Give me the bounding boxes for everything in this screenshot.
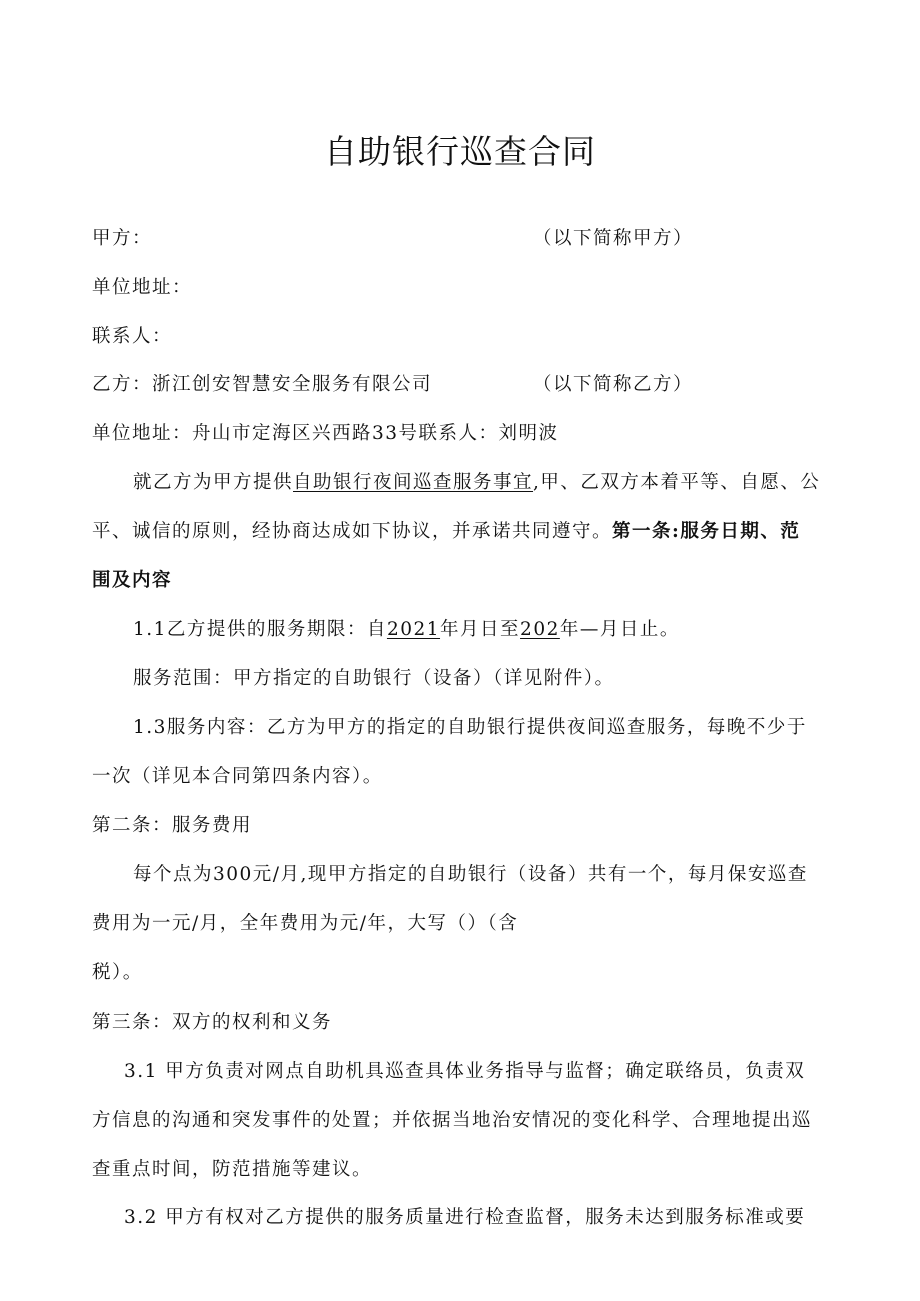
fee-line-3: 税）。 [92,962,143,983]
article-2-heading: 第二条：服务费用 [92,815,253,836]
document-title: 自助银行巡查合同 [324,132,596,171]
party-a-note: （以下简称甲方） [533,228,694,249]
article-1-heading-part1: 第一条:服务日期、范 [612,521,801,542]
clause-3-1-line-3: 查重点时间，防范措施等建议。 [92,1159,373,1180]
intro-line-1 [133,470,820,496]
clause-1-1-mid: 年月日至 [440,619,521,640]
party-a-contact: 联系人： [92,326,173,347]
party-b-label: 乙方：浙江创安智慧安全服务有限公司 [92,374,433,395]
service-matter: 自助银行夜间巡查服务事宜 [293,472,534,493]
clause-3-2-line-1: 3.2 甲方有权对乙方提供的服务质量进行检查监督，服务未达到服务标准或要 [124,1207,806,1228]
clause-3-1-line-2: 方信息的沟通和突发事件的处置；并依据当地治安情况的变化科学、合理地提出巡 [92,1110,813,1131]
article-1-heading-cont: 围及内容 [92,570,173,591]
intro-line-2-pre: 平、诚信的原则，经协商达成如下协议，并承诺共同遵守。 [92,521,613,542]
fee-line-1: 每个点为300元/月,现甲方指定的自助银行（设备）共有一个，每月保安巡查 [133,864,808,885]
intro-line-1-pre: 就乙方为甲方提供 [133,472,294,493]
clause-1-3-line-1: 1.3服务内容：乙方为甲方的指定的自助银行提供夜间巡查服务，每晚不少于 [133,717,807,738]
party-a-label: 甲方： [92,228,153,249]
clause-3-1-line-1: 3.1 甲方负责对网点自助机具巡查具体业务指导与监督；确定联络员，负责双 [124,1061,806,1082]
party-b-note: （以下简称乙方） [533,374,694,395]
party-b-address: 单位地址：舟山市定海区兴西路33号联系人：刘明波 [92,423,559,444]
fee-line-2: 费用为一元/月，全年费用为元/年，大写（）（含 [92,913,519,934]
article-1-heading-part2 [92,568,172,594]
party-a-address: 单位地址： [92,277,193,298]
start-year: 2021 [386,619,441,640]
clause-1-1 [133,617,680,643]
intro-line-2 [92,519,800,545]
clause-1-1-pre: 1.1乙方提供的服务期限：自 [133,619,387,640]
article-3-heading: 第三条：双方的权利和义务 [92,1012,333,1033]
service-scope: 服务范围：甲方指定的自助银行（设备）（详见附件）。 [133,668,615,689]
clause-1-3-line-2: 一次（详见本合同第四条内容）。 [92,766,383,787]
clause-1-1-post: 年—月日止。 [559,619,680,640]
intro-line-1-post: ,甲、乙双方本着平等、自愿、公 [533,472,821,493]
end-year: 202 [520,619,560,640]
